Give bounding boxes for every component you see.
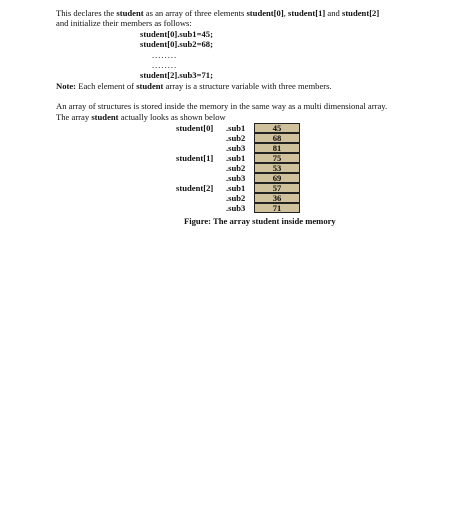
intro-line-2: and initialize their members as follows: [56,18,192,29]
memory-cell: 36 [254,193,300,203]
intro-text-1: This declares the [56,8,117,18]
code-ellipsis-2: ........ [152,60,178,71]
member-label: .sub3 [226,173,246,184]
intro-text-2: as an array of three elements [143,8,247,18]
para2-text-2: actually looks as shown below [118,111,226,122]
code-line-3: student[2].sub3=71; [140,70,213,81]
intro-sep-2: and [325,8,342,18]
intro-element-1: student[1] [288,8,326,18]
note-bold-student: student [136,80,164,91]
memory-cell: 75 [254,153,300,163]
member-label: .sub2 [226,133,246,144]
member-label: .sub3 [226,143,246,154]
member-label: .sub1 [226,123,246,134]
intro-paragraph [56,8,426,18]
memory-cell: 69 [254,173,300,183]
note-text-1: Each element of [76,80,137,91]
memory-cell: 45 [254,123,300,133]
note-label: Note: [56,80,77,91]
para2-line-1: An array of structures is stored inside the memory in the same way as a multi dimensional array. [56,101,388,112]
figure-caption: Figure: The array student inside memory [184,216,336,227]
member-label: .sub1 [226,153,246,164]
intro-element-2: student[2] [341,8,380,18]
intro-bold-student: student [116,8,144,18]
para2-line-2 [56,112,426,122]
document-page [56,8,426,226]
intro-sep-1: , [283,8,288,18]
struct-label: student[1] [176,153,214,164]
para2-bold-student: student [91,111,119,122]
memory-cell: 57 [254,183,300,193]
memory-cell: 53 [254,163,300,173]
note-text-2: array is a structure variable with three members. [163,80,332,91]
memory-cell: 71 [254,203,300,213]
intro-element-0: student[0] [246,8,284,18]
memory-cell: 68 [254,133,300,143]
struct-label: student[0] [176,123,214,134]
note-paragraph [56,81,426,91]
member-label: .sub1 [226,183,246,194]
code-line-1: student[0].sub1=45; [140,28,213,39]
memory-cell: 81 [254,143,300,153]
member-label: .sub2 [226,193,246,204]
memory-figure [56,123,426,215]
member-label: .sub2 [226,163,246,174]
para2-text-1: The array [56,111,92,122]
code-ellipsis-1: ........ [152,49,178,60]
struct-label: student[2] [176,183,214,194]
member-label: .sub3 [226,203,246,214]
code-line-2: student[0].sub2=68; [140,39,213,50]
